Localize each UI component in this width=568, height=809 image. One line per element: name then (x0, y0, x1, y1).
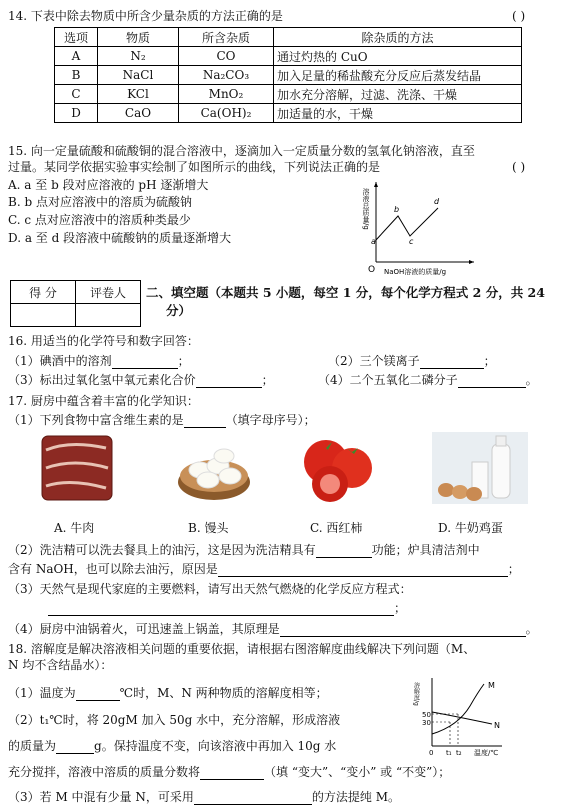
q18-xtick-0: 0 (429, 749, 434, 757)
q18-part2-line1: （2）t₁℃时，将 20gM 加入 50g 水中，充分溶解，形成溶液 (8, 713, 341, 727)
q18-ytick-50: 50 (422, 711, 431, 719)
q17-part1-text: （1）下列食物中富含维生素的是 (8, 413, 184, 427)
table-header: 选项 (55, 28, 98, 47)
grader-label: 评卷人 (76, 281, 141, 304)
q14-table (54, 27, 522, 123)
q15-stem-line2: 过量。某同学依据实验事实绘制了如图所示的曲线，下列说法正确的是 (8, 160, 381, 174)
q18-part2-line2 (8, 738, 336, 754)
table-header: 除杂质的方法 (274, 28, 522, 47)
q18-xtick-t1: t₁ (446, 749, 452, 757)
answer-blank[interactable] (76, 687, 120, 701)
q16-item-3: （3）标出过氧化氢中氧元素化合价 ； (8, 373, 274, 387)
table-cell: 加适量的水，干燥 (274, 104, 522, 123)
table-cell: CaO (98, 104, 179, 123)
beef-icon (40, 432, 114, 504)
food-option-c: C. 西红柿 (310, 521, 363, 535)
q15-answer-paren: ( ) (512, 160, 526, 174)
q15-stem-line1: 15. 向一定量硫酸和硫酸铜的混合溶液中，逐滴加入一定质量分数的氢氧化钠溶液，直至 (8, 144, 475, 158)
q18-part2-hint: （填 “变大”、“变小” 或 “不变”）； (264, 765, 451, 779)
q18-graph-ylabel: 溶解度/g (412, 682, 420, 706)
q15-graph-ylabel: 溶液总质量/g (362, 188, 370, 230)
q17-part2-tail: 功能；炉具清洁剂中 (371, 543, 480, 557)
q18-part3 (8, 789, 400, 805)
table-row (55, 85, 522, 104)
q17-part4-text: （4）厨房中油锅着火，可迅速盖上锅盖，其原理是 (8, 622, 280, 636)
q18-stem-line1: 18. 溶解度是解决溶液相关问题的重要依据，请根据右图溶解度曲线解决下列问题（M、 (8, 642, 476, 656)
table-cell: MnO₂ (179, 85, 274, 104)
table-cell: B (55, 66, 98, 85)
q18-solubility-graph (414, 676, 508, 758)
q16-stem: 16. 用适当的化学符号和数字回答： (8, 334, 199, 348)
q17-part2-text: （2）洗洁精可以洗去餐具上的油污，这是因为洗洁精具有 (8, 543, 316, 557)
q15-option-d: D. a 至 d 段溶液中硫酸钠的质量逐渐增大 (8, 231, 232, 245)
answer-blank[interactable] (280, 623, 526, 637)
q15-point-d: d (434, 197, 440, 206)
steamed-bun-icon (176, 432, 252, 504)
q17-part3-answer: ； (48, 600, 406, 616)
table-cell: KCl (98, 85, 179, 104)
q15-point-b: b (394, 205, 400, 214)
section-title-line1: 二、填空题（本题共 5 小题，每空 1 分，每个化学方程式 2 分，共 24 (146, 285, 545, 300)
score-label: 得 分 (11, 281, 76, 304)
answer-blank[interactable] (48, 602, 394, 616)
q18-xtick-t2: t₂ (456, 749, 462, 757)
section-title-line2: 分） (166, 303, 192, 318)
q18-curve-n: N (494, 721, 500, 730)
q16-item-3-label: （3）标出过氧化氢中氧元素化合价 (8, 373, 196, 387)
milk-egg-icon (432, 432, 528, 504)
q17-part4: （4）厨房中油锅着火，可迅速盖上锅盖，其原理是 。 (8, 622, 538, 636)
q18-part1 (8, 685, 328, 701)
q15-option-c: C. c 点对应溶液中的溶质种类最少 (8, 213, 191, 227)
q16-item-2-label: （2）三个镁离子 (328, 354, 420, 368)
table-row (55, 47, 522, 66)
table-cell: C (55, 85, 98, 104)
answer-blank[interactable] (458, 374, 526, 388)
q16-item-1: （1）碘酒中的溶剂 ； (8, 354, 190, 368)
answer-blank[interactable] (112, 355, 178, 369)
table-cell: NaCl (98, 66, 179, 85)
table-cell: N₂ (98, 47, 179, 66)
answer-blank[interactable] (420, 355, 484, 369)
score-cell (11, 304, 76, 327)
q16-item-2: （2）三个镁离子 ； (328, 354, 496, 368)
table-row (55, 104, 522, 123)
table-row (55, 66, 522, 85)
q18-part1-text: （1）温度为 (8, 686, 76, 700)
q15-graph-xlabel: NaOH溶液的质量/g (384, 268, 447, 276)
q15-point-a: a (371, 237, 376, 246)
tomato-icon (296, 432, 376, 504)
table-cell: A (55, 47, 98, 66)
q17-part2-line2: 含有 NaOH，也可以除去油污，原因是 ； (8, 562, 520, 576)
q16-item-1-label: （1）碘酒中的溶剂 (8, 354, 112, 368)
q17-part1-tail: （填字母序号）； (225, 413, 316, 427)
score-box (10, 280, 141, 327)
table-cell: CO (179, 47, 274, 66)
table-header: 物质 (98, 28, 179, 47)
table-cell: D (55, 104, 98, 123)
q17-part2-line1 (8, 542, 480, 558)
food-option-b: B. 馒头 (188, 521, 229, 535)
grader-cell (76, 304, 141, 327)
table-cell: 通过灼热的 CuO (274, 47, 522, 66)
q18-graph-xlabel: 温度/℃ (474, 749, 499, 757)
q15-graph-origin: O (368, 265, 376, 275)
table-header-row (55, 28, 522, 47)
table-cell: Ca(OH)₂ (179, 104, 274, 123)
food-option-a: A. 牛肉 (54, 521, 95, 535)
q16-item-4: （4）二个五氧化二磷分子 。 (318, 373, 538, 387)
q18-part2-text: 的质量为 (8, 739, 57, 753)
q14-answer-paren: ( ) (512, 9, 526, 23)
q18-ytick-30: 30 (422, 719, 431, 727)
q16-item-4-label: （4）二个五氧化二磷分子 (318, 373, 458, 387)
table-header: 所含杂质 (179, 28, 274, 47)
food-option-d: D. 牛奶鸡蛋 (438, 521, 503, 535)
q15-point-c: c (409, 237, 414, 246)
answer-blank[interactable] (56, 740, 94, 754)
q15-option-a: A. a 至 b 段对应溶液的 pH 逐渐增大 (8, 178, 209, 192)
q18-part3-text: （3）若 M 中混有少量 N，可采用 (8, 790, 194, 804)
q17-part2-reason: 含有 NaOH，也可以除去油污，原因是 (8, 562, 218, 576)
answer-blank[interactable] (196, 374, 262, 388)
table-cell: Na₂CO₃ (179, 66, 274, 85)
answer-blank[interactable] (200, 766, 264, 780)
q15-mass-graph (362, 178, 482, 282)
answer-blank[interactable] (184, 414, 226, 428)
q18-stem-line2: N 均不含结晶水）： (8, 658, 113, 672)
answer-blank[interactable] (194, 791, 312, 805)
q18-curve-m: M (488, 681, 495, 690)
q17-part1 (8, 412, 316, 428)
q18-part3-tail: 的方法提纯 M。 (311, 790, 400, 804)
q18-part2-question: 充分搅拌，溶液中溶质的质量分数将 (8, 765, 201, 779)
q15-option-b: B. b 点对应溶液中的溶质为硫酸钠 (8, 195, 192, 209)
q17-part3: （3）天然气是现代家庭的主要燃料，请写出天然气燃烧的化学反应方程式： (8, 582, 412, 596)
answer-blank[interactable] (218, 563, 508, 577)
q18-part1-tail: ℃时，M、N 两种物质的溶解度相等； (119, 686, 328, 700)
q17-stem: 17. 厨房中蕴含着丰富的化学知识： (8, 394, 199, 408)
table-cell: 加水充分溶解，过滤、洗涤、干燥 (274, 85, 522, 104)
q18-part2-tail: g。保持温度不变，向该溶液中再加入 10g 水 (94, 739, 337, 753)
table-cell: 加入足量的稀盐酸充分反应后蒸发结晶 (274, 66, 522, 85)
q14-stem: 14. 下表中除去物质中所含少量杂质的方法正确的是 (8, 9, 283, 23)
answer-blank[interactable] (316, 544, 372, 558)
q18-part2-line3 (8, 764, 450, 780)
